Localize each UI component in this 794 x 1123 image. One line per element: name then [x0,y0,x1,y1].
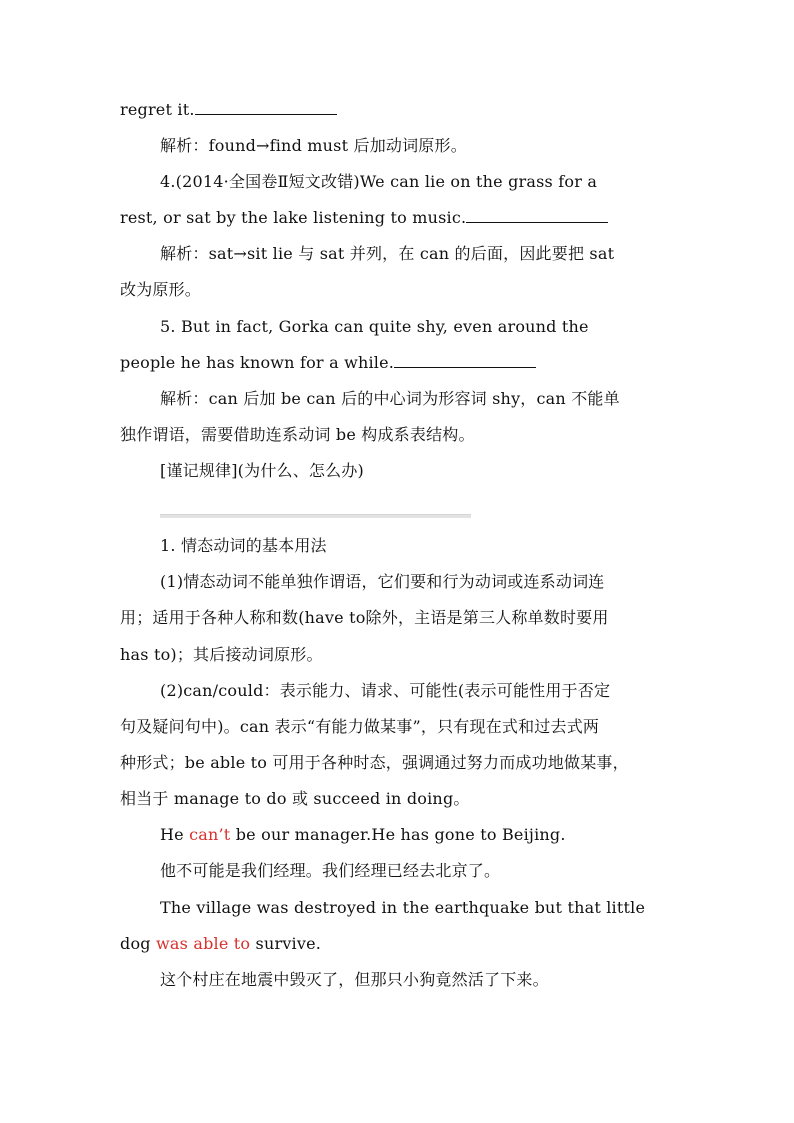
a3-line [160,136,467,156]
section-divider [160,514,471,518]
q5-line-1: 5. But in fact, Gorka can quite shy, even around the [160,317,589,336]
rules-heading: [谨记规律](为什么、怎么办) [160,461,364,480]
example-1-translation: 他不可能是我们经理。我们经理已经去北京了。 [160,861,501,880]
paragraph-1-line-3: has to)；其后接动词原形。 [120,645,323,664]
paragraph-2-line-2: 句及疑问句中)。can 表示“有能力做某事”，只有现在式和过去式两 [120,717,600,736]
paragraph-1-line-2: 用；适用于各种人称和数(have to除外，主语是第三人称单数时要用 [120,608,609,627]
paragraph-2-line-3: 种形式；be able to 可用于各种时态，强调通过努力而成功地做某事， [120,753,629,772]
a4-line-2: 改为原形。 [120,280,202,299]
a5-line-1: 解析：can 后加 be can 后的中心词为形容词 shy，can 不能单 [160,389,620,408]
example-2-translation: 这个村庄在地震中毁灭了，但那只小狗竟然活了下来。 [160,970,549,989]
answer-blank [394,353,536,368]
a5-line-2: 独作谓语，需要借助连系动词 be 构成系表结构。 [120,425,475,444]
q3-text: regret it. [120,100,195,119]
answer-blank [466,208,608,223]
paragraph-2-line-4: 相当于 manage to do 或 succeed in doing。 [120,789,470,808]
q3-line [120,100,337,120]
q4-line-2 [120,208,608,228]
analysis-text: found→find must 后加动词原形。 [208,136,467,155]
example-2-line-1: The village was destroyed in the earthquake but that little [160,898,646,917]
q5-line-2 [120,353,536,373]
q4-line-1: 4.(2014·全国卷Ⅱ短文改错)We can lie on the grass for a [160,172,598,191]
example-2-line-2 [120,934,321,954]
example-2-before: dog [120,934,157,953]
section-title: 1. 情态动词的基本用法 [160,536,327,555]
example-2-highlight: was able to [156,934,251,953]
example-1-after: be our manager.He has gone to Beijing. [230,825,566,844]
example-1-before: He [160,825,190,844]
answer-blank [195,100,337,115]
paragraph-2-line-1: (2)can/could：表示能力、请求、可能性(表示可能性用于否定 [160,681,611,700]
example-1-highlight: can’t [189,825,231,844]
example-2-after: survive. [250,934,322,953]
a4-line-1: 解析：sat→sit lie 与 sat 并列，在 can 的后面，因此要把 sat [160,244,615,263]
q5-text: people he has known for a while. [120,353,395,372]
analysis-label: 解析： [160,136,209,155]
example-1-sentence [160,825,566,845]
q4-text: rest, or sat by the lake listening to music. [120,208,467,227]
paragraph-1-line-1: (1)情态动词不能单独作谓语，它们要和行为动词或连系动词连 [160,572,605,591]
